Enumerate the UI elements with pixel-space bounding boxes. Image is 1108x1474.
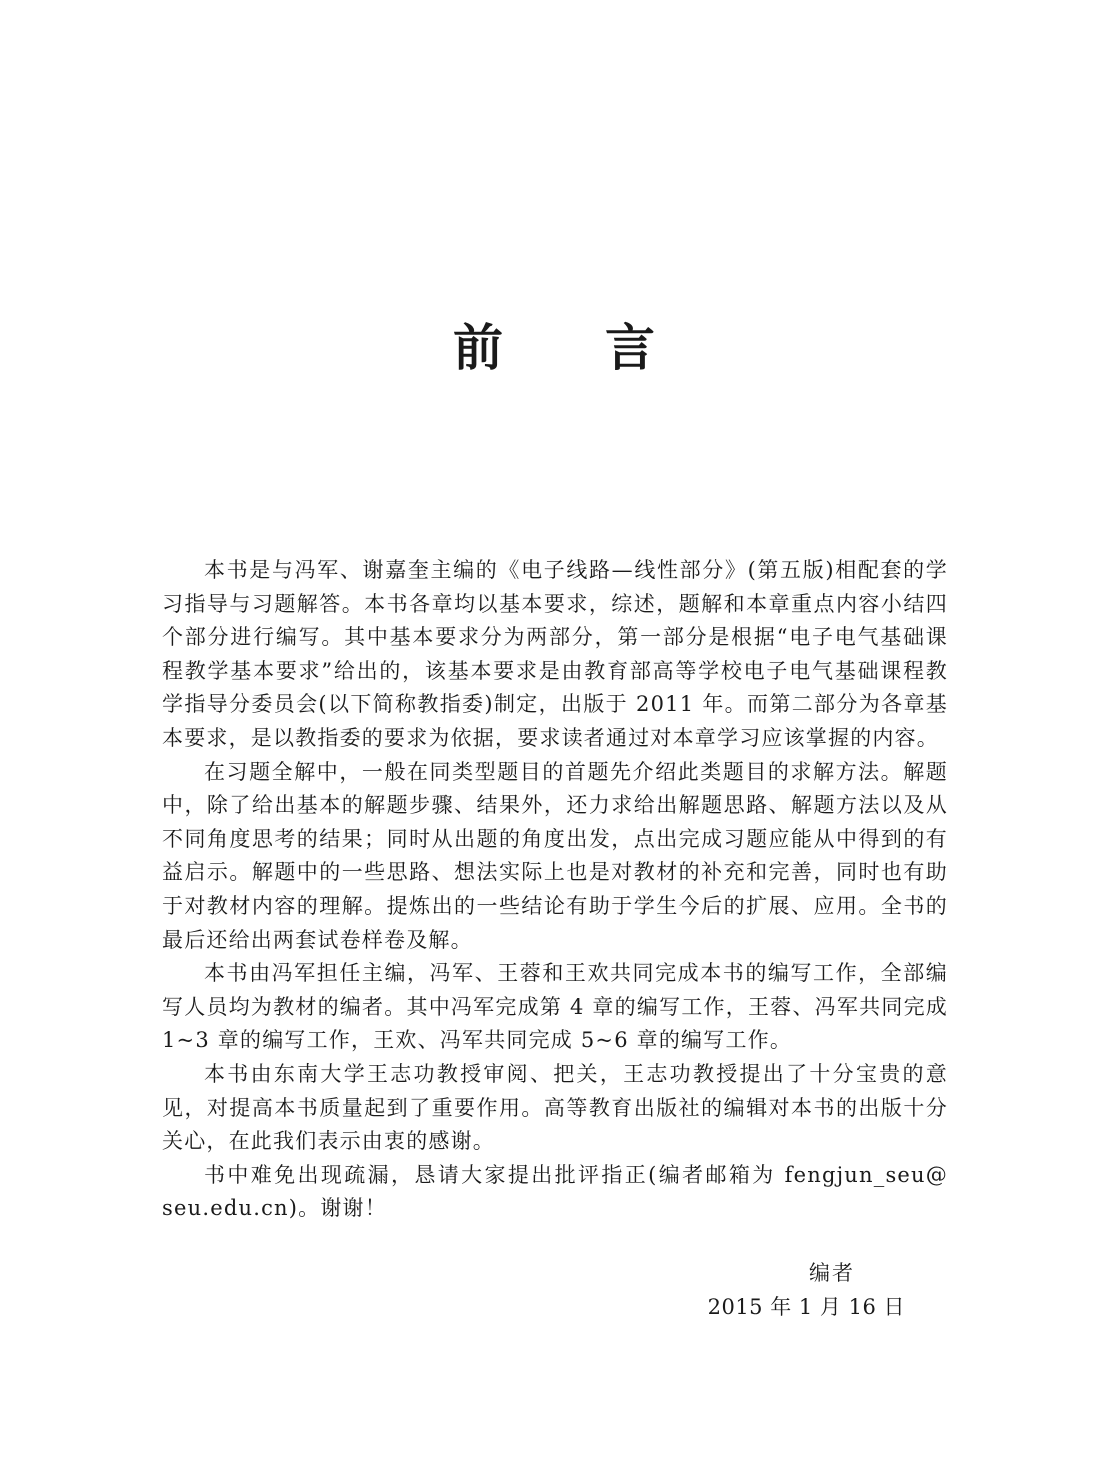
author-signature: 编者 [809,1261,855,1285]
page-title: 前言 [453,319,757,377]
paragraph: 在习题全解中，一般在同类型题目的首题先介绍此类题目的求解方法。解题中，除了给出基本的解题步骤、结果外，还力求给出解题思路、解题方法以及从不同角度思考的结果；同时从出题的角度出发，点出完成习题应能从中得到的有益启示。解题中的一些思路、想法实际上也是对教材的补充和完善，同时也有助于对教材内容的理解。提炼出的一些结论有助于学生今后的扩展、应用。全书的最后还给出两套试卷样卷及解。 [162,759,948,952]
paragraph: 书中难免出现疏漏，恳请大家提出批评指正(编者邮箱为 fengjun_seu@ seu.edu.cn)。谢谢！ [162,1162,948,1221]
signature-block [700,1256,905,1324]
paragraph: 本书由冯军担任主编，冯军、王蓉和王欢共同完成本书的编写工作，全部编写人员均为教材的编者。其中冯军完成第 4 章的编写工作，王蓉、冯军共同完成 1~3 章的编写工作，王欢、冯军共同完成 5~6 章的编写工作。 [162,961,948,1053]
paragraph: 本书是与冯军、谢嘉奎主编的《电子线路—线性部分》(第五版)相配套的学习指导与习题解答。本书各章均以基本要求，综述，题解和本章重点内容小结四个部分进行编写。其中基本要求分为两部分，第一部分是根据“电子电气基础课程教学基本要求”给出的，该基本要求是由教育部高等学校电子电气基础课程教学指导分委员会(以下简称教指委)制定，出版于 2011 年。而第二部分为各章基本要求，是以教指委的要求为依据，要求读者通过对本章学习应该掌握的内容。 [162,558,948,750]
preface-body [162,554,948,1226]
paragraph: 本书由东南大学王志功教授审阅、把关，王志功教授提出了十分宝贵的意见，对提高本书质量起到了重要作用。高等教育出版社的编辑对本书的出版十分关心，在此我们表示由衷的感谢。 [162,1061,948,1154]
signature-date: 2015 年 1 月 16 日 [707,1295,905,1319]
